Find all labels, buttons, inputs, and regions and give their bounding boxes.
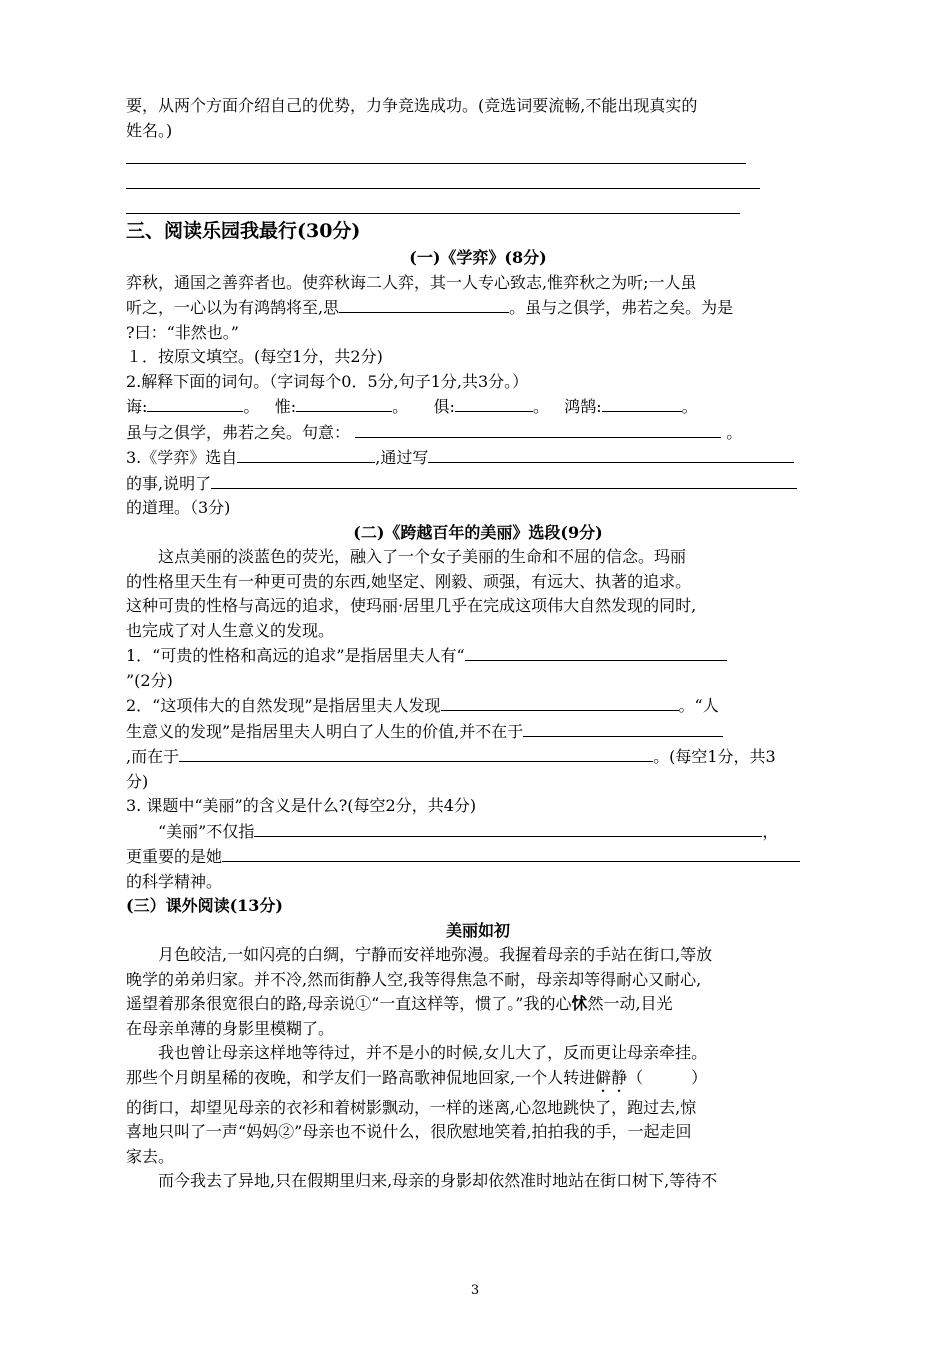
exam-page [126, 90, 830, 1194]
emphasized-word: 僻静 [595, 1067, 628, 1087]
text-line: 弈秋，通国之善弈者也。使弈秋诲二人弈，其一人专心致志,惟弈秋之为听;一人虽 [126, 272, 697, 292]
text-line: 遥望着那条很宽很白的路,母亲说①“一直这样等，惯了。”我的心怵然一动,目光 [126, 994, 673, 1013]
question: 3. 课题中“美丽”的含义是什么?(每空2分，共4分) [126, 796, 477, 815]
text-line: 那些个月朗星稀的夜晚，和学友们一路高歌神侃地回家,一个人转进僻静（ ） [126, 1067, 708, 1087]
answer-blank[interactable] [179, 744, 653, 762]
text-line: 而今我去了异地,只在假期里归来,母亲的身影却依然准时地站在街口树下,等待不 [126, 1171, 718, 1190]
text-line: 虽与之俱学，弗若之矣。句意： 。 [126, 420, 830, 446]
answer-rule [126, 188, 760, 189]
text-line: 的道理。（3分) [126, 498, 231, 517]
text-line: 月色皎洁,一如闪亮的白绸，宁静而安祥地弥漫。我握着母亲的手站在街口,等放 [126, 945, 713, 964]
text-line: 分) [126, 771, 149, 791]
text-line: 的性格里天生有一种更可贵的东西,她坚定、刚毅、顽强，有远大、执著的追求。 [126, 571, 692, 591]
text-line: 家去。 [126, 1146, 175, 1166]
text-line: 3.《学弈》选自 ,通过写 [126, 445, 830, 471]
text-line: “美丽”不仅指 ， [126, 819, 830, 845]
text-line: 的事,说明了 [126, 471, 830, 497]
answer-blank[interactable] [237, 445, 375, 463]
question: 2.解释下面的词句。（字词每个0．5分,句子1分,共3分。） [126, 371, 529, 391]
answer-blank[interactable] [441, 693, 679, 711]
answer-rule [126, 163, 746, 164]
subsection-title: (三）课外阅读(13分) [126, 896, 283, 915]
key-character: 怵 [571, 994, 588, 1013]
text-line: 听之，一心以为有鸿鹄将至,思 。虽与之俱学，弗若之矣。为是 [126, 295, 830, 321]
answer-blank[interactable] [465, 643, 727, 661]
text-line: ?曰：“非然也。” [126, 322, 239, 342]
text-line: 这种可贵的性格与高远的追求，使玛丽·居里几乎在完成这项伟大自然发现的同时, [126, 596, 697, 615]
text-line: 生意义的发现”是指居里夫人明白了人生的价值,并不在于 [126, 719, 830, 745]
text-line: 喜地只叫了一声“妈妈②”母亲也不说什么，很欣慰地笑着,拍拍我的手，一起走回 [126, 1122, 692, 1141]
question: １．按原文填空。(每空1分，共2分) [126, 347, 383, 366]
text-line: ,而在于 。(每空1分，共3 [126, 744, 830, 770]
answer-blank[interactable] [254, 819, 762, 837]
text-line: 要，从两个方面介绍自己的优势，力争竞选成功。(竞选词要流畅,不能出现真实的 [126, 96, 698, 115]
text-line: 1．“可贵的性格和高远的追求”是指居里夫人有“ [126, 643, 830, 669]
text-line: 这点美丽的淡蓝色的荧光，融入了一个女子美丽的生命和不屈的信念。玛丽 [126, 547, 687, 566]
answer-blank[interactable] [523, 719, 723, 737]
section-heading: 三、阅读乐园我最行(30分) [126, 220, 361, 242]
answer-blank[interactable] [339, 295, 509, 313]
answer-blank[interactable] [211, 471, 797, 489]
page-number: 3 [470, 1283, 480, 1298]
answer-blank[interactable] [147, 394, 243, 412]
text-line: 的街口，却望见母亲的衣衫和着树影飘动，一样的迷离,心忽地跳快了，跑过去,惊 [126, 1097, 697, 1117]
text-line: 更重要的是她 [126, 844, 830, 870]
answer-blank[interactable] [428, 445, 794, 463]
word-blanks: 诲: 。 惟: 。 俱: 。 鸿鹄: 。 [126, 394, 830, 420]
subsection-title: (二)《跨越百年的美丽》选段(9分) [353, 522, 603, 542]
text-line: 晚学的弟弟归家。并不冷,然而街静人空,我等得焦急不耐，母亲却等得耐心又耐心, [126, 969, 702, 989]
text-line: 在母亲单薄的身影里模糊了。 [126, 1018, 335, 1038]
answer-rule [126, 213, 740, 214]
text-line: 也完成了对人生意义的发现。 [126, 620, 335, 640]
answer-blank[interactable] [455, 394, 533, 412]
text-line: ”(2分) [126, 670, 173, 690]
text-line: 我也曾让母亲这样地等待过，并不是小的时候,女儿大了，反而更让母亲牵挂。 [126, 1043, 708, 1062]
text-line: 2．“这项伟大的自然发现”是指居里夫人发现 。“人 [126, 693, 830, 719]
text-line: 姓名。) [126, 120, 173, 140]
answer-blank[interactable] [602, 394, 682, 412]
story-title: 美丽如初 [445, 920, 510, 940]
subsection-title: (一)《学弈》(8分) [409, 248, 547, 267]
text-line: 的科学精神。 [126, 871, 223, 891]
answer-blank[interactable] [296, 394, 392, 412]
answer-blank[interactable] [355, 420, 721, 438]
answer-blank[interactable] [222, 844, 800, 862]
